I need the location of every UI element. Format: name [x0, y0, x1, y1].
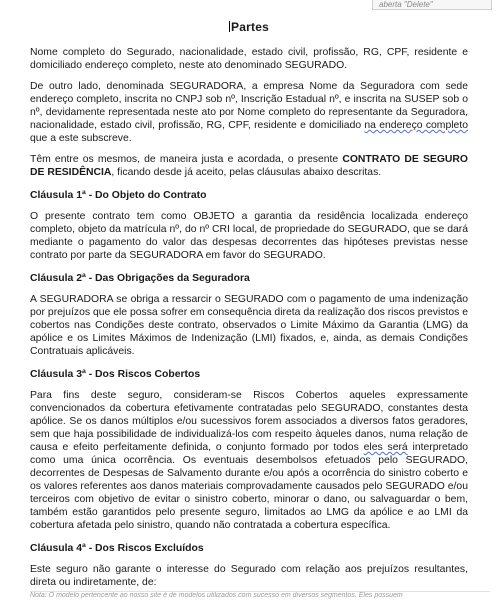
agreement-text: Têm entre os mesmos, de maneira justa e acordada, o presente: [30, 154, 343, 165]
clause-3-text: [30, 389, 468, 532]
party-seguradora-paragraph: [30, 80, 468, 145]
section-title: [30, 20, 468, 34]
party-segurado-paragraph: Nome completo do Segurado, nacionalidade, estado civil, profissão, RG, CPF, residente e domiciliado endereço completo, neste ato denominado SEGURADO.: [30, 47, 468, 71]
document-page: [30, 14, 468, 597]
clause-1-text: O presente contrato tem como OBJETO a garantia da residência localizada endereço completo, objeto da matrícula nº, do nº CRI local, de propriedade do SEGURADO, que se dará mediante o pagamento do valor das despesas decorrentes das hipóteses previstas nesse contrato por parte da SEGURADORA em favor do SEGURADO.: [30, 211, 468, 261]
clause-1-heading: Cláusula 1ª - Do Objeto do Contrato: [30, 190, 207, 201]
clause-4-heading: Cláusula 4ª - Dos Riscos Excluídos: [30, 543, 204, 554]
footer-note: Nota: O modelo pertencente ao nosso site é de modelos utilizados com sucesso em diversos segmentos. Eles possuem: [30, 591, 490, 600]
party-seguradora-text: De outro lado, denominada SEGURADORA, a empresa Nome da Seguradora com sede endereço completo, inscrita no CNPJ sob nº, Inscrição Estadual nº, e inscrita na SUSEP sob o nº, devidamente representada neste ato por Nome completo do representante da Seguradora, nacionalidade, estado civil, profissão, RG, CPF, residente e domiciliado: [30, 81, 468, 131]
clause-3-heading: Cláusula 3ª - Dos Riscos Cobertos: [30, 369, 201, 380]
agreement-text-end: , ficando desde já aceito, pelas cláusulas abaixo descritas.: [111, 167, 382, 178]
clause-4-text: Este seguro não garante o interesse do Segurado com relação aos prejuízos resultantes, direta ou indiretamente, de:: [30, 564, 468, 588]
clause-2-text: A SEGURADORA se obriga a ressarcir o SEGURADO com o pagamento de uma indenização por prejuízos que ele possa sofrer em consequência direta da realização dos riscos previstos e cobertos nas Condições deste contrato, observados o Limite Máximo da Garantia (LMG) da apólice e os Limites Máximos de Indenização (LMI) fixados, e, ainda, as demais Condições Contratuais aplicáveis.: [30, 294, 468, 357]
spellcheck-underlined-text: na endereço completo: [364, 120, 468, 131]
section-title-text: Partes: [231, 20, 269, 34]
clause-2-heading: Cláusula 2ª - Das Obrigações da Seguradora: [30, 273, 250, 284]
clause-3-text-start: Para fins deste seguro, consideram-se Riscos Cobertos aqueles expressamente convencionados da cobertura efetivamente contratadas pelo SEGURADO, constantes desta apólice. Se os danos múltiplos e/ou sucessivos forem associados a diversos fatos geradores, sem que haja possibilidade de individualizá-los com respeito àqueles danos, numa relação de causa e efeito perfeitamente definida, o conjunto formado por todos: [30, 390, 468, 453]
clause-3-text-end: interpretado como uma única ocorrência. Os eventuais desembolsos efetuados pelo SEGURADO, decorrentes de Despesas de Salvamento durante e/ou após a ocorrência do sinistro coberto e os valores referentes aos danos materiais comprovadamente causados pelo SEGURADO e/ou terceiros com objetivo de evitar o sinistro coberto, minorar o dano, ou salvaguardar o bem, também estão garantidos pelo presente seguro, limitados ao LMG da apólice e ao LMI da cobertura afetada pelo sinistro, quando não contratada a cobertura específica.: [30, 442, 468, 531]
contract-name: CONTRATO DE SEGURO DE RESIDÊNCIA: [30, 154, 468, 178]
agreement-paragraph: [30, 153, 468, 179]
text-cursor: [229, 21, 230, 32]
spellcheck-underlined-text: eles será: [363, 442, 408, 453]
top-tooltip-fragment: aberta "Delete": [372, 0, 492, 10]
party-seguradora-text-end: que a este subscreve.: [30, 133, 132, 144]
